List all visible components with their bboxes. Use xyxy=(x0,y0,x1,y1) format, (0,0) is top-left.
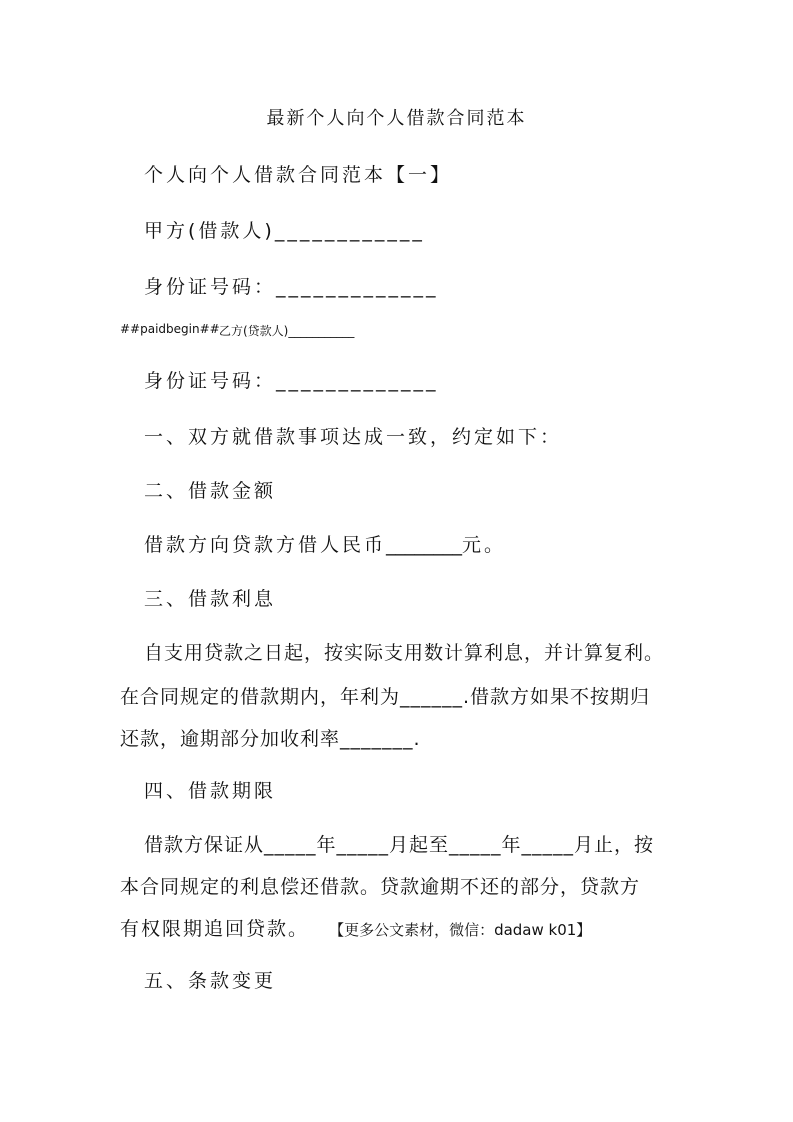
term-text-line-1: 借款方保证从_____年_____月起至_____年_____月止，按 xyxy=(144,834,655,856)
interest-text-line-3: 还款，逾期部分加收利率_______. xyxy=(120,728,421,750)
loan-amount-line xyxy=(144,530,506,557)
party-b-id-field: 身份证号码：_____________ xyxy=(144,370,439,392)
loan-amount-blank: ________ xyxy=(386,534,463,556)
term-text-line-3-body: 有权限期追回贷款。 xyxy=(120,918,310,940)
clause-2-heading: 二、借款金额 xyxy=(144,480,277,502)
clause-5-heading: 五、条款变更 xyxy=(144,970,277,992)
clause-4-heading: 四、借款期限 xyxy=(144,780,277,802)
interest-text-line-2: 在合同规定的借款期内，年利为______.借款方如果不按期归 xyxy=(120,686,651,708)
term-text-line-3 xyxy=(120,914,591,941)
clause-1: 一、双方就借款事项达成一致，约定如下： xyxy=(144,426,563,448)
clause-3-heading: 三、借款利息 xyxy=(144,588,277,610)
party-a-id-field: 身份证号码：_____________ xyxy=(144,276,439,298)
section-heading: 个人向个人借款合同范本【一】 xyxy=(144,164,453,186)
party-b-field: 乙方(贷款人)___________ xyxy=(219,324,355,338)
promo-note: 【更多公文素材，微信：dadaw k01】 xyxy=(329,921,592,939)
interest-text-line-1: 自支用贷款之日起，按实际支用数计算利息，并计算复利。 xyxy=(144,642,665,664)
party-a-field: 甲方(借款人)____________ xyxy=(144,220,425,242)
paid-marker: ##paidbegin## xyxy=(120,322,220,336)
page-title: 最新个人向个人借款合同范本 xyxy=(266,108,527,129)
loan-amount-suffix: 元。 xyxy=(462,534,507,556)
term-text-line-2: 本合同规定的利息偿还借款。贷款逾期不还的部分，贷款方 xyxy=(120,876,641,898)
loan-amount-prefix: 借款方向贷款方借人民币 xyxy=(144,534,387,556)
